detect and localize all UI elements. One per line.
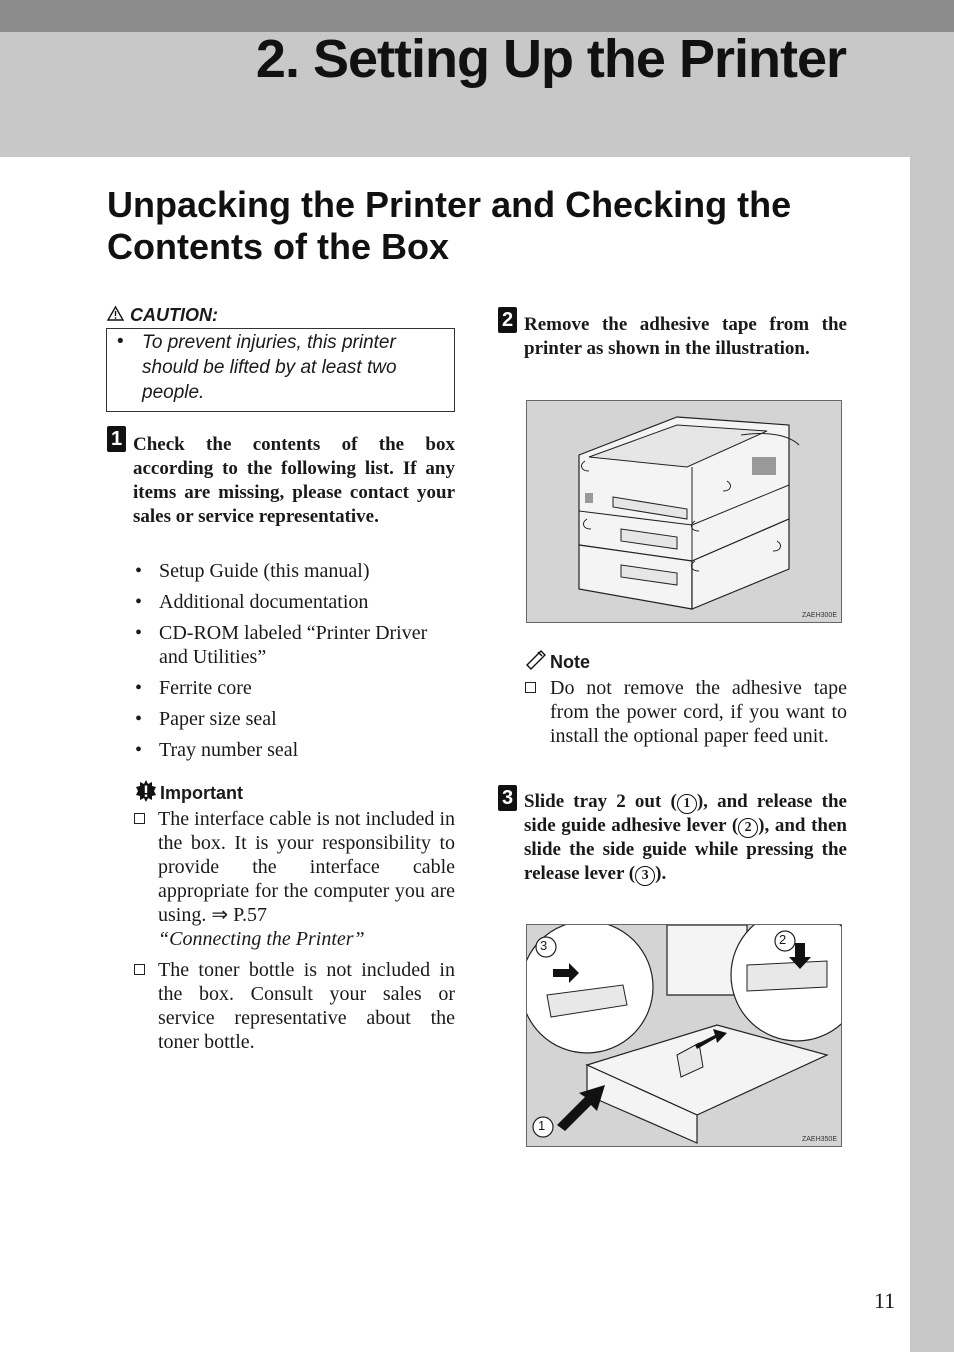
step-3-text-part: ), and then slide the side guide while pressing the release lever (: [524, 815, 847, 884]
step-3-text-part: ), and release the side guide adhesive lever (: [524, 791, 847, 836]
list-item: • Setup Guide (this manual): [133, 559, 456, 583]
warning-triangle-icon: [107, 305, 124, 326]
callout-2-icon: 2: [738, 818, 758, 838]
cross-reference-link[interactable]: “Connecting the Printer”: [158, 928, 365, 950]
figure-callout-2: 2: [779, 932, 787, 947]
important-item-1: [158, 807, 455, 951]
step-3-marker: 3: [498, 785, 517, 811]
important-item-2: The toner bottle is not included in the box. Consult your sales or service representative about the toner bottle.: [158, 959, 455, 1053]
printer-illustration: [526, 400, 842, 623]
checkbox-icon: [134, 964, 145, 975]
step-1-marker: 1: [107, 426, 126, 452]
important-label: Important: [160, 783, 243, 803]
caution-heading: [107, 305, 218, 326]
caution-box: [106, 328, 455, 412]
figure-callout-3: 3: [540, 938, 548, 953]
step-3-text-part: ).: [655, 863, 667, 884]
caution-label: CAUTION:: [130, 305, 218, 325]
step-2-text: Remove the adhesive tape from the printer as shown in the illustration.: [524, 314, 847, 359]
step-2-marker: 2: [498, 307, 517, 333]
list-item: • Paper size seal: [133, 707, 456, 731]
note-heading: [524, 650, 590, 675]
step-3-text: [524, 790, 847, 886]
callout-3-icon: 3: [635, 866, 655, 886]
important-icon: [134, 779, 158, 808]
note-item: Do not remove the adhesive tape from the power cord, if you want to install the optional paper feed unit.: [550, 677, 847, 747]
caution-text: To prevent injuries, this printer should be lifted by at least two people.: [142, 332, 397, 403]
figure-code: ZAEH300E: [801, 612, 837, 619]
checkbox-icon: [134, 813, 145, 824]
page-number: 11: [874, 1288, 896, 1313]
figure-code: ZAEH350E: [801, 1136, 837, 1143]
caution-bullet: •: [117, 331, 124, 352]
step-3-text-part: Slide tray 2 out (: [524, 791, 677, 812]
figure-callout-1: 1: [538, 1118, 546, 1133]
callout-1-icon: 1: [677, 794, 697, 814]
tray-drawing: [527, 925, 841, 1146]
checkbox-icon: [525, 682, 536, 693]
list-item: • CD-ROM labeled “Printer Driver and Utilities”: [133, 621, 456, 669]
tray-illustration: [526, 924, 842, 1147]
printer-drawing: [527, 401, 841, 622]
chapter-title: 2. Setting Up the Printer: [255, 29, 846, 89]
note-label: Note: [550, 652, 590, 672]
step-1-text: Check the contents of the box according to the following list. If any items are missing, please contact your sales or service representative.: [133, 434, 455, 527]
list-item: • Ferrite core: [133, 676, 456, 700]
list-item: • Tray number seal: [133, 738, 456, 762]
list-item: • Additional documentation: [133, 590, 456, 614]
contents-list: [133, 559, 456, 769]
section-title: Unpacking the Printer and Checking the Contents of the Box: [107, 184, 792, 267]
important-item-text: The interface cable is not included in the box. It is your responsibility to provide the interface cable appropriate for the computer you are using. ⇒ P.57: [158, 808, 455, 926]
important-heading: [134, 779, 243, 808]
page-edge-strip: [910, 157, 954, 1352]
pencil-icon: [524, 650, 548, 675]
